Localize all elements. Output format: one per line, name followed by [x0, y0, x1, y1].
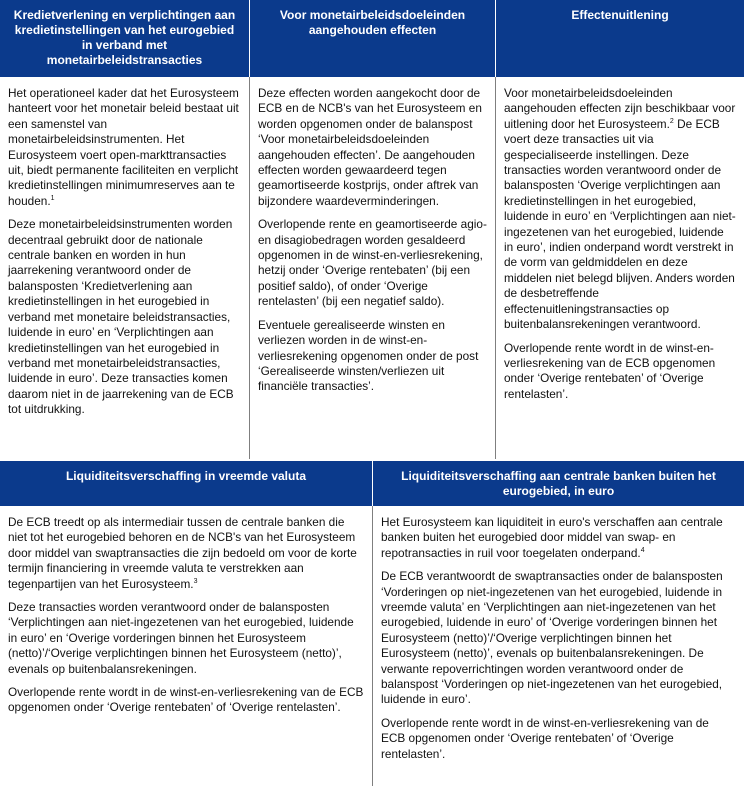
paragraph-text: Het Eurosysteem kan liquiditeit in euro's verschaffen aan centrale banken buiten het eurogebied door middel van swap- en repotransacties in ruil voor toegelaten onderpand. — [381, 515, 723, 560]
cell-liquiditeit-euro — [372, 506, 744, 786]
paragraph: Deze monetairbeleidsinstrumenten worden decentraal gebruikt door de nationale centrale banken en worden in hun jaarrekening verantwoord onder de balansposten ‘Kredietverlening aan kredietinstellingen in het eurogebied in verband met monetaire beleidstransacties, luidende in euro’ en ‘Verplichtingen aan kredietinstellingen van het eurogebied in verband met monetairbeleidstransacties, luidende in euro’. Deze transacties komen daarom niet in de jaarrekening van de ECB tot uitdrukking. — [8, 217, 234, 417]
header-monetairbeleid-effecten: Voor monetairbeleidsdoeleinden aangehouden effecten — [249, 0, 495, 77]
header-kredietverlening: Kredietverlening en verplichtingen aan kredietinstellingen van het eurogebied in verband met monetairbeleidstransacties — [0, 0, 249, 77]
paragraph: Overlopende rente wordt in de winst-en-verliesrekening van de ECB opgenomen onder ‘Overige rentebaten’ of ‘Overige rentelasten’. — [504, 340, 716, 401]
cell-monetairbeleid-effecten — [249, 77, 495, 459]
paragraph: Overlopende rente wordt in de winst-en-verliesrekening van de ECB opgenomen onder ‘Overige rentebaten’ of ‘Overige rentelasten’. — [381, 715, 709, 761]
paragraph: Overlopende rente en geamortiseerde agio- en disagiobedragen worden gesaldeerd opgenomen in de winst-en-verliesrekening, hetzij onder ‘Overige rentebaten’ (bij een positief saldo), of onder ‘Overige rentelasten’ (bij een negatief saldo). — [258, 217, 487, 309]
paragraph — [504, 86, 736, 333]
paragraph-text: Het operationeel kader dat het Eurosysteem hanteert voor het monetair beleid bestaat uit een samenstel van monetairbeleidsinstrumenten. Het Eurosysteem voert open-markttransacties uit, biedt permanente faciliteiten en verplicht kredietinstellingen minimumreserves aan te houden. — [8, 86, 239, 208]
paragraph — [381, 515, 736, 561]
cell-effectenuitlening — [495, 77, 744, 459]
cell-liquiditeit-vreemde-valuta — [0, 506, 372, 786]
paragraph-text: Voor monetairbeleidsdoeleinden aangehouden effecten zijn beschikbaar voor uitlening door het Eurosysteem. — [504, 86, 736, 131]
footnote-ref: 4 — [640, 546, 645, 554]
paragraph: De ECB verantwoordt de swaptransacties onder de balansposten ‘Vorderingen op niet-ingezetenen van het eurogebied, luidende in vreemde valuta’ en ‘Verplichtingen aan niet-ingezetenen van het eurogebied, luidende in euro’ of ‘Overige vorderingen binnen het Eurosysteem (netto)’/‘Overige verplichtingen binnen het Eurosysteem (netto)’, evenals op buitenbalansrekeningen. De verwante repoverrichtingen worden verantwoord onder de balanspost ‘Vorderingen op niet-ingezetenen van het eurogebied, luidende in euro’. — [381, 569, 723, 707]
paragraph-text: De ECB treedt op als intermediair tussen de centrale banken die niet tot het eurogebied behoren en de NCB's van het Eurosysteem door middel van swaptransacties die zijn bedoeld om voor de korte termijn financiering in vreemde valuta te verstrekken aan tegenpartijen van het Eurosysteem. — [8, 515, 357, 591]
footnote-ref: 3 — [193, 577, 198, 585]
paragraph: Overlopende rente wordt in de winst-en-verliesrekening van de ECB opgenomen onder ‘Overige rentebaten’ of ‘Overige rentelasten’. — [8, 685, 364, 715]
paragraph: Eventuele gerealiseerde winsten en verliezen worden in de winst-en-verliesrekening opgenomen onder de post ‘Gerealiseerde winsten/verliezen uit financiële transacties’. — [258, 317, 479, 394]
header-liquiditeit-euro: Liquiditeitsverschaffing aan centrale banken buiten het eurogebied, in euro — [372, 461, 744, 506]
footnote-ref: 1 — [50, 194, 55, 202]
paragraph: Deze transacties worden verantwoord onder de balansposten ‘Verplichtingen aan niet-ingezetenen van het eurogebied, luidende in euro’ en ‘Overige vorderingen binnen het Eurosysteem (netto)’/‘Overige verplichtingen binnen het Eurosysteem (netto)’, evenals op buitenbalansrekeningen. — [8, 600, 354, 676]
header-liquiditeit-vreemde-valuta: Liquiditeitsverschaffing in vreemde valuta — [0, 461, 372, 506]
paragraph — [8, 515, 364, 592]
paragraph-text: De ECB voert deze transacties uit via gespecialiseerde instellingen. Deze transacties worden verantwoord onder de balansposten ‘Overige verplichtingen aan kredietinstellingen in het eurogebied, luidende in euro’ en ‘Verplichtingen aan niet-ingezetenen van het eurogebied, luidende in euro’, indien onderpand wordt verstrekt in de vorm van geldmiddelen en deze middelen niet belegd blijven. Anders worden de desbetreffende effectenuitleningstransacties op buitenbalansrekeningen verantwoord. — [504, 116, 736, 332]
paragraph: Deze effecten worden aangekocht door de ECB en de NCB's van het Eurosysteem en worden opgenomen onder de balanspost ‘Voor monetairbeleidsdoeleinden aangehouden effecten’. De aangehouden effecten worden gewaardeerd tegen geamortiseerde kostprijs, onder aftrek van bijzondere waardeverminderingen. — [258, 86, 482, 208]
footnote-ref: 2 — [669, 117, 674, 125]
paragraph — [8, 86, 241, 209]
cell-kredietverlening — [0, 77, 249, 459]
bottom-table — [0, 461, 744, 786]
header-effectenuitlening: Effectenuitlening — [495, 0, 744, 77]
